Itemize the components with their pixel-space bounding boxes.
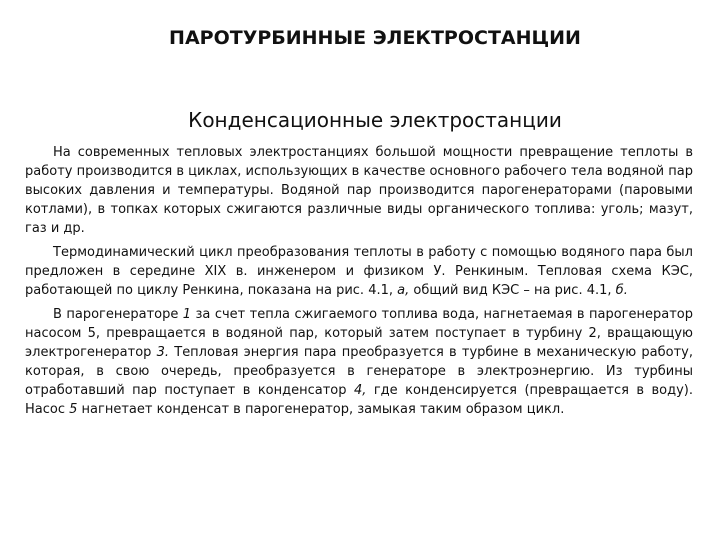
paragraph-cycle — [25, 243, 693, 300]
figure-ref-b: б. — [615, 283, 628, 298]
body-text — [25, 143, 693, 424]
paragraph-cycle-text-1: Термодинамический цикл преобразования теплоты в работу с помощью водяного пара был предложен в середине XIX в. инженером и физиком У. Ренкиным. Тепловая схема КЭС, работающей по циклу Ренкина, показана на рис. 4.1, — [25, 245, 693, 298]
paragraph-process-text-2: за счет тепла сжигаемого топлива вода, нагнетаемая в парогенератор насосом 5, превращается в водяной пар, который затем поступает в турбину 2, вращающую электрогенератор — [25, 307, 693, 360]
slide-subtitle: Конденсационные электростанции — [188, 108, 562, 132]
paragraph-process-text-1: В парогенераторе — [53, 307, 183, 322]
ref-number-5: 5 — [69, 402, 78, 417]
ref-number-3: 3. — [156, 345, 170, 360]
paragraph-process-text-5: нагнетает конденсат в парогенератор, замыкая таким образом цикл. — [77, 402, 565, 417]
ref-number-4: 4, — [353, 383, 367, 398]
paragraph-intro: На современных тепловых электростанциях большой мощности превращение теплоты в работу производится в циклах, использующих в качестве основного рабочего тела водяной пар высоких давления и температуры. Водяной пар производится парогенераторами (паровыми котлами), в топках которых сжигаются различные виды органического топлива: уголь; мазут, газ и др. — [25, 145, 693, 236]
ref-number-1: 1 — [182, 307, 192, 322]
paragraph-process — [25, 305, 693, 419]
slide-title: ПАРОТУРБИННЫЕ ЭЛЕКТРОСТАНЦИИ — [169, 27, 581, 49]
paragraph-process-text-3: Тепловая энергия пара преобразуется в турбине в механическую работу, которая, в свою очередь, преобразуется в генераторе в электроэнергию. Из турбины отработавший пар поступает в конденсатор — [25, 345, 694, 398]
figure-ref-a: а, — [397, 283, 410, 298]
paragraph-process-text-4: где конденсируется (превращается в воду). Насос — [25, 383, 693, 417]
paragraph-cycle-text-2: общий вид КЭС – на рис. 4.1, — [409, 283, 616, 298]
